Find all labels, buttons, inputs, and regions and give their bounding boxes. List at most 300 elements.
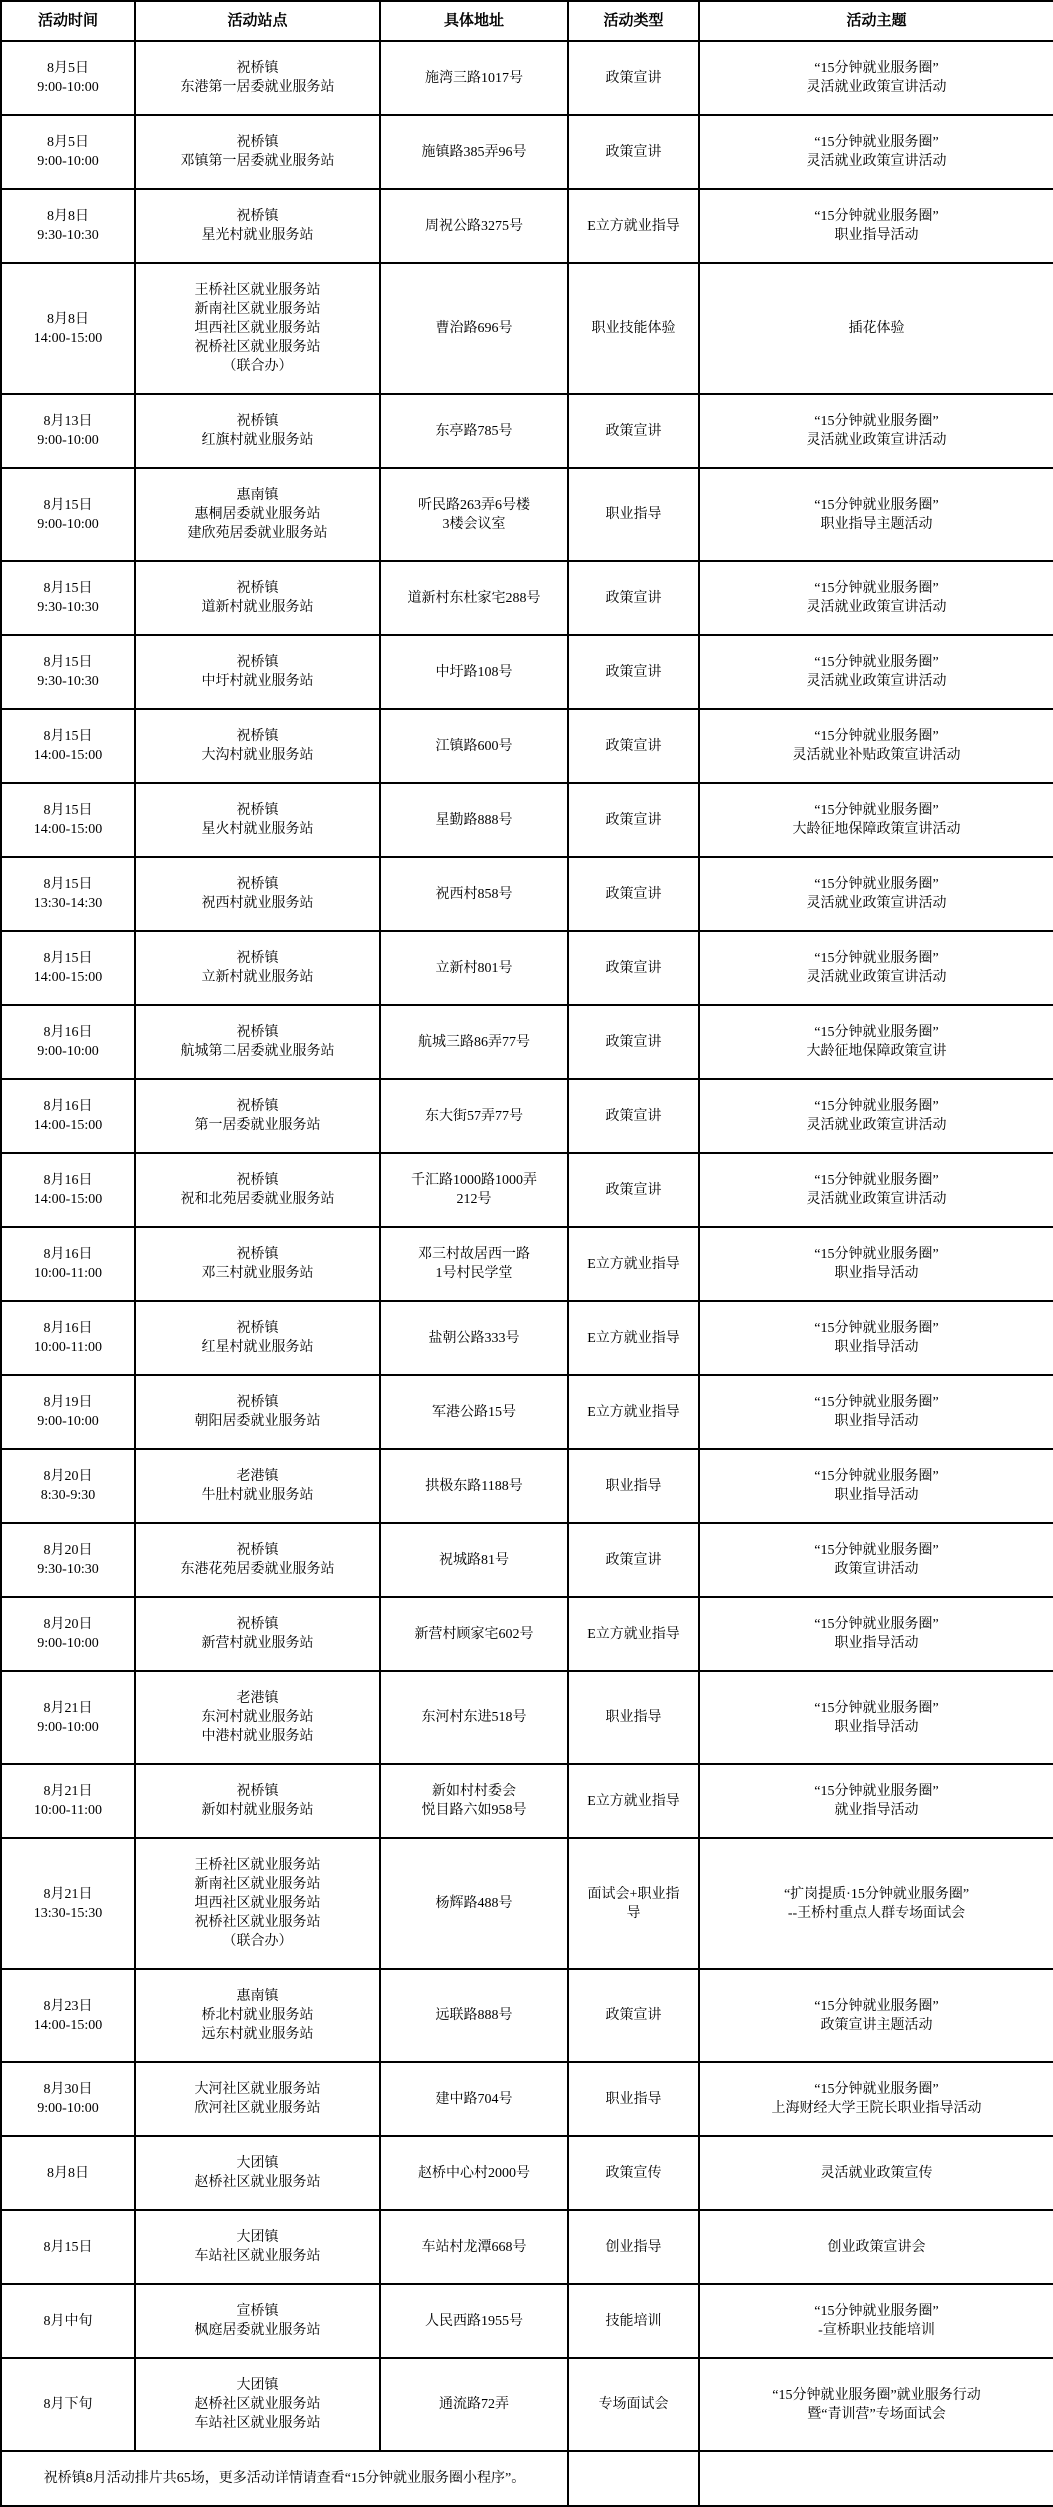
- cell-line: 8月20日: [43, 1617, 93, 1632]
- cell-line: 远东村就业服务站: [201, 2027, 314, 2042]
- cell-line: 祝桥镇: [236, 1543, 279, 1558]
- cell-line: 星火村就业服务站: [201, 822, 314, 837]
- type-cell: [568, 41, 699, 115]
- cell-line: 灵活就业政策宣讲活动: [806, 674, 947, 689]
- cell-line: 8月中旬: [43, 2313, 93, 2329]
- table-header-row: [1, 1, 1053, 41]
- cell-line: 赵桥中心村2000号: [418, 2165, 530, 2181]
- cell-line: 9:00-10:00: [37, 433, 99, 448]
- site-cell: [135, 2136, 380, 2210]
- cell-line: 星勤路888号: [435, 812, 513, 828]
- cell-line: 8月8日: [47, 2165, 89, 2181]
- cell-line: “15分钟就业服务圈”: [814, 1395, 939, 1410]
- cell-line: “15分钟就业服务圈”: [814, 1998, 939, 2014]
- type-cell: [568, 1227, 699, 1301]
- type-cell: [568, 1838, 699, 1969]
- theme-cell: [699, 115, 1053, 189]
- cell-line: 王桥社区就业服务站: [194, 283, 321, 298]
- cell-line: “15分钟就业服务圈”: [814, 1700, 939, 1716]
- table-row: [1, 468, 1053, 561]
- cell-line: 王桥社区就业服务站: [194, 1858, 321, 1873]
- cell-line: 听民路263弄6号楼: [418, 497, 530, 513]
- table-row: [1, 189, 1053, 263]
- site-cell: [135, 41, 380, 115]
- cell-line: 中港村就业服务站: [201, 1729, 314, 1744]
- cell-line: 远联路888号: [435, 2008, 513, 2023]
- table-body: [1, 41, 1053, 2451]
- site-cell: [135, 394, 380, 468]
- cell-line: 8月15日: [43, 497, 93, 513]
- cell-line: E立方就业指导: [587, 1626, 680, 1642]
- type-cell: [568, 1153, 699, 1227]
- time-cell: [1, 1969, 135, 2062]
- time-cell: [1, 1005, 135, 1079]
- type-cell: [568, 857, 699, 931]
- time-cell: [1, 1838, 135, 1969]
- cell-line: 红旗村就业服务站: [201, 433, 314, 448]
- type-cell: [568, 1449, 699, 1523]
- site-cell: [135, 783, 380, 857]
- address-cell: [380, 1005, 568, 1079]
- cell-line: “15分钟就业服务圈”: [814, 655, 939, 670]
- type-cell: [568, 1301, 699, 1375]
- cell-line: 祝桥镇: [236, 581, 279, 596]
- cell-line: 职业指导活动: [834, 1636, 919, 1651]
- theme-cell: [699, 2062, 1053, 2136]
- cell-line: 灵活就业政策宣讲活动: [806, 80, 947, 95]
- time-cell: [1, 41, 135, 115]
- cell-line: 14:00-15:00: [33, 1118, 103, 1133]
- site-cell: [135, 857, 380, 931]
- cell-line: 政策宣讲: [605, 886, 662, 902]
- cell-line: 就业指导活动: [834, 1803, 919, 1818]
- cell-line: 通流路72弄: [439, 2397, 509, 2412]
- type-cell: [568, 1079, 699, 1153]
- cell-line: 技能培训: [605, 2313, 662, 2329]
- cell-line: 航城第二居委就业服务站: [180, 1044, 335, 1059]
- site-cell: [135, 1764, 380, 1838]
- time-cell: [1, 394, 135, 468]
- cell-line: 立新村801号: [435, 960, 513, 976]
- cell-line: 拱极东路1188号: [425, 1478, 523, 1494]
- address-cell: [380, 1449, 568, 1523]
- site-cell: [135, 468, 380, 561]
- cell-line: 东河村就业服务站: [201, 1710, 314, 1725]
- cell-line: 政策宣讲: [605, 1108, 662, 1124]
- cell-line: “15分钟就业服务圈”: [814, 1025, 939, 1040]
- cell-line: 政策宣传: [605, 2165, 662, 2181]
- theme-cell: [699, 857, 1053, 931]
- cell-line: 周祝公路3275号: [425, 218, 523, 234]
- table-row: [1, 1764, 1053, 1838]
- cell-line: “15分钟就业服务圈”: [814, 209, 939, 224]
- site-cell: [135, 1153, 380, 1227]
- time-cell: [1, 115, 135, 189]
- table-row: [1, 931, 1053, 1005]
- cell-line: 9:00-10:00: [37, 1044, 99, 1059]
- cell-line: 9:30-10:30: [37, 674, 99, 689]
- site-cell: [135, 1005, 380, 1079]
- address-cell: [380, 857, 568, 931]
- time-cell: [1, 1523, 135, 1597]
- cell-line: 政策宣讲: [605, 144, 662, 160]
- type-cell: [568, 115, 699, 189]
- cell-line: 祝桥镇: [236, 1099, 279, 1114]
- cell-line: “15分钟就业服务圈”: [814, 1469, 939, 1484]
- cell-line: 8月15日: [43, 951, 93, 966]
- cell-line: 8月5日: [47, 135, 89, 150]
- header-address: 具体地址: [380, 1, 568, 41]
- cell-line: 灵活就业政策宣讲活动: [806, 970, 947, 985]
- cell-line: 中圩村就业服务站: [201, 674, 314, 689]
- cell-line: 8月21日: [43, 1886, 93, 1902]
- cell-line: 8月13日: [43, 414, 93, 429]
- cell-line: 8月23日: [43, 1998, 93, 2014]
- cell-line: “15分钟就业服务圈”: [814, 803, 939, 818]
- footer-note: 祝桥镇8月活动排片共65场，更多活动详情请查看“15分钟就业服务圈小程序”。: [1, 2451, 568, 2506]
- cell-line: 1号村民学堂: [435, 1266, 513, 1281]
- cell-line: 大团镇: [236, 2230, 279, 2245]
- header-activity-type: 活动类型: [568, 1, 699, 41]
- time-cell: [1, 931, 135, 1005]
- cell-line: “15分钟就业服务圈”: [814, 877, 939, 892]
- cell-line: -宣桥职业技能培训: [818, 2323, 935, 2338]
- cell-line: 8月5日: [47, 61, 89, 76]
- type-cell: [568, 2284, 699, 2358]
- cell-line: 职业指导活动: [834, 228, 919, 243]
- cell-line: 8月下旬: [43, 2397, 93, 2412]
- cell-line: 祝桥镇: [236, 1025, 279, 1040]
- cell-line: 人民西路1955号: [425, 2313, 523, 2329]
- time-cell: [1, 1301, 135, 1375]
- type-cell: [568, 2358, 699, 2451]
- cell-line: “15分钟就业服务圈”: [814, 1099, 939, 1114]
- cell-line: 灵活就业政策宣讲活动: [806, 154, 947, 169]
- site-cell: [135, 635, 380, 709]
- cell-line: 14:00-15:00: [33, 1192, 103, 1207]
- type-cell: [568, 468, 699, 561]
- theme-cell: [699, 561, 1053, 635]
- cell-line: 东港花苑居委就业服务站: [180, 1562, 335, 1577]
- type-cell: [568, 1764, 699, 1838]
- cell-line: 施镇路385弄96号: [421, 144, 527, 160]
- cell-line: 老港镇: [236, 1691, 279, 1706]
- type-cell: [568, 561, 699, 635]
- cell-line: 8月15日: [43, 729, 93, 744]
- cell-line: “扩岗提质·15分钟就业服务圈”: [783, 1886, 970, 1902]
- table-row: [1, 394, 1053, 468]
- cell-line: 8月15日: [43, 2239, 93, 2255]
- cell-line: 宣桥镇: [236, 2304, 279, 2319]
- cell-line: 8月15日: [43, 581, 93, 596]
- cell-line: “15分钟就业服务圈”: [814, 729, 939, 744]
- cell-line: 灵活就业政策宣讲活动: [806, 1192, 947, 1207]
- site-cell: [135, 1523, 380, 1597]
- cell-line: E立方就业指导: [587, 1404, 680, 1420]
- time-cell: [1, 1597, 135, 1671]
- site-cell: [135, 1597, 380, 1671]
- address-cell: [380, 1838, 568, 1969]
- cell-line: 祝桥镇: [236, 877, 279, 892]
- theme-cell: [699, 783, 1053, 857]
- cell-line: 新南社区就业服务站: [194, 302, 321, 317]
- cell-line: 13:30-14:30: [33, 896, 103, 911]
- cell-line: 14:00-15:00: [33, 822, 103, 837]
- cell-line: 赵桥社区就业服务站: [194, 2175, 321, 2190]
- type-cell: [568, 1005, 699, 1079]
- cell-line: 老港镇: [236, 1469, 279, 1484]
- type-cell: [568, 394, 699, 468]
- site-cell: [135, 263, 380, 394]
- address-cell: [380, 783, 568, 857]
- cell-line: 8月21日: [43, 1784, 93, 1799]
- theme-cell: [699, 1969, 1053, 2062]
- cell-line: 9:00-10:00: [37, 516, 99, 532]
- time-cell: [1, 1764, 135, 1838]
- table-row: [1, 2284, 1053, 2358]
- theme-cell: [699, 1449, 1053, 1523]
- table-row: [1, 1227, 1053, 1301]
- time-cell: [1, 1153, 135, 1227]
- table-row: [1, 1301, 1053, 1375]
- time-cell: [1, 2210, 135, 2284]
- cell-line: 祝桥镇: [236, 135, 279, 150]
- cell-line: 赵桥社区就业服务站: [194, 2397, 321, 2412]
- cell-line: 祝桥镇: [236, 414, 279, 429]
- table-row: [1, 635, 1053, 709]
- time-cell: [1, 263, 135, 394]
- cell-line: 9:00-10:00: [37, 80, 99, 95]
- site-cell: [135, 2062, 380, 2136]
- cell-line: 职业技能体验: [591, 321, 676, 336]
- site-cell: [135, 561, 380, 635]
- theme-cell: [699, 2210, 1053, 2284]
- cell-line: 政策宣讲: [605, 70, 662, 86]
- time-cell: [1, 709, 135, 783]
- cell-line: 祝桥镇: [236, 1617, 279, 1632]
- cell-line: “15分钟就业服务圈”: [814, 135, 939, 150]
- cell-line: 政策宣讲: [605, 1182, 662, 1198]
- time-cell: [1, 1671, 135, 1764]
- cell-line: 8月16日: [43, 1099, 93, 1114]
- theme-cell: [699, 1523, 1053, 1597]
- cell-line: 灵活就业政策宣传: [820, 2165, 933, 2181]
- cell-line: 新营村就业服务站: [201, 1636, 314, 1651]
- cell-line: “15分钟就业服务圈”: [814, 1247, 939, 1262]
- address-cell: [380, 2284, 568, 2358]
- theme-cell: [699, 635, 1053, 709]
- cell-line: 邓三村故居西一路: [418, 1247, 530, 1262]
- cell-line: 灵活就业补贴政策宣讲活动: [792, 748, 961, 763]
- cell-line: 3楼会议室: [442, 516, 506, 532]
- cell-line: “15分钟就业服务圈”: [814, 1784, 939, 1799]
- time-cell: [1, 1449, 135, 1523]
- cell-line: 东港第一居委就业服务站: [180, 80, 335, 95]
- table-row: [1, 115, 1053, 189]
- cell-line: 14:00-15:00: [33, 2017, 103, 2033]
- cell-line: 职业指导活动: [834, 1719, 919, 1735]
- cell-line: 9:00-10:00: [37, 1636, 99, 1651]
- cell-line: “15分钟就业服务圈”: [814, 1321, 939, 1336]
- cell-line: 新如村就业服务站: [201, 1803, 314, 1818]
- theme-cell: [699, 468, 1053, 561]
- address-cell: [380, 1671, 568, 1764]
- site-cell: [135, 709, 380, 783]
- cell-line: 10:00-11:00: [34, 1266, 102, 1281]
- cell-line: 政策宣讲: [605, 960, 662, 976]
- address-cell: [380, 1597, 568, 1671]
- address-cell: [380, 1301, 568, 1375]
- cell-line: 祝桥镇: [236, 1173, 279, 1188]
- cell-line: “15分钟就业服务圈”就业服务行动: [772, 2387, 981, 2403]
- time-cell: [1, 189, 135, 263]
- cell-line: 祝桥镇: [236, 951, 279, 966]
- address-cell: [380, 1227, 568, 1301]
- time-cell: [1, 2062, 135, 2136]
- cell-line: 政策宣讲: [605, 1552, 662, 1568]
- cell-line: “15分钟就业服务圈”: [814, 1617, 939, 1632]
- table-row: [1, 783, 1053, 857]
- cell-line: 祝桥镇: [236, 209, 279, 224]
- type-cell: [568, 1671, 699, 1764]
- table-row: [1, 1969, 1053, 2062]
- site-cell: [135, 115, 380, 189]
- table-row: [1, 263, 1053, 394]
- time-cell: [1, 857, 135, 931]
- header-activity-theme: 活动主题: [699, 1, 1053, 41]
- cell-line: 政策宣讲: [605, 664, 662, 680]
- cell-line: 祝桥镇: [236, 655, 279, 670]
- cell-line: 9:00-10:00: [37, 2101, 99, 2116]
- cell-line: 8月30日: [43, 2082, 93, 2097]
- cell-line: 车站村龙潭668号: [421, 2239, 527, 2255]
- cell-line: 曹治路696号: [435, 321, 513, 336]
- theme-cell: [699, 1079, 1053, 1153]
- cell-line: 祝桥社区就业服务站: [194, 340, 321, 355]
- theme-cell: [699, 1375, 1053, 1449]
- site-cell: [135, 1969, 380, 2062]
- cell-line: “15分钟就业服务圈”: [814, 581, 939, 596]
- cell-line: 杨辉路488号: [435, 1896, 513, 1911]
- cell-line: 第一居委就业服务站: [194, 1118, 321, 1133]
- cell-line: 惠南镇: [236, 1989, 279, 2004]
- cell-line: 灵活就业政策宣讲活动: [806, 1118, 947, 1133]
- theme-cell: [699, 931, 1053, 1005]
- header-activity-time: 活动时间: [1, 1, 135, 41]
- cell-line: “15分钟就业服务圈”: [814, 414, 939, 429]
- cell-line: 8月15日: [43, 877, 93, 892]
- address-cell: [380, 2136, 568, 2210]
- cell-line: 江镇路600号: [435, 738, 513, 754]
- table-row: [1, 1449, 1053, 1523]
- time-cell: [1, 783, 135, 857]
- table-row: [1, 1523, 1053, 1597]
- theme-cell: [699, 189, 1053, 263]
- cell-line: 东河村东进518号: [421, 1710, 527, 1725]
- theme-cell: [699, 2284, 1053, 2358]
- site-cell: [135, 1671, 380, 1764]
- cell-line: 军港公路15号: [432, 1404, 516, 1420]
- cell-line: （联合办）: [222, 1934, 293, 1949]
- cell-line: 立新村就业服务站: [201, 970, 314, 985]
- cell-line: 建中路704号: [435, 2091, 513, 2107]
- cell-line: 祝西村就业服务站: [201, 896, 314, 911]
- cell-line: 星光村就业服务站: [201, 228, 314, 243]
- address-cell: [380, 394, 568, 468]
- cell-line: 千汇路1000路1000弄: [411, 1173, 537, 1188]
- cell-line: 盐朝公路333号: [428, 1330, 520, 1346]
- cell-line: 车站社区就业服务站: [194, 2249, 321, 2264]
- cell-line: 9:00-10:00: [37, 154, 99, 169]
- footer-empty-cell: [568, 2451, 699, 2506]
- theme-cell: [699, 394, 1053, 468]
- cell-line: 政策宣讲: [605, 1034, 662, 1050]
- cell-line: 东亭路785号: [435, 423, 513, 439]
- cell-line: 9:00-10:00: [37, 1414, 99, 1429]
- theme-cell: [699, 263, 1053, 394]
- table-row: [1, 1005, 1053, 1079]
- cell-line: 8月16日: [43, 1247, 93, 1262]
- site-cell: [135, 2358, 380, 2451]
- cell-line: 坦西社区就业服务站: [194, 1896, 321, 1911]
- cell-line: E立方就业指导: [587, 1793, 680, 1809]
- cell-line: 大龄征地保障政策宣讲: [806, 1044, 947, 1059]
- cell-line: 8月20日: [43, 1469, 93, 1484]
- address-cell: [380, 41, 568, 115]
- table-row: [1, 2210, 1053, 2284]
- cell-line: 专场面试会: [598, 2397, 669, 2412]
- cell-line: 职业指导主题活动: [820, 516, 933, 532]
- cell-line: 牛肚村就业服务站: [201, 1488, 314, 1503]
- cell-line: 祝城路81号: [439, 1552, 509, 1568]
- address-cell: [380, 1375, 568, 1449]
- type-cell: [568, 931, 699, 1005]
- cell-line: 8月16日: [43, 1025, 93, 1040]
- theme-cell: [699, 1227, 1053, 1301]
- type-cell: [568, 1523, 699, 1597]
- type-cell: [568, 1969, 699, 2062]
- cell-line: 新营村顾家宅602号: [414, 1626, 534, 1642]
- cell-line: 祝桥镇: [236, 61, 279, 76]
- cell-line: 大河社区就业服务站: [194, 2082, 321, 2097]
- cell-line: 欣河社区就业服务站: [194, 2101, 321, 2116]
- cell-line: E立方就业指导: [587, 1330, 680, 1346]
- cell-line: 面试会+职业指导: [587, 1886, 680, 1921]
- cell-line: 9:00-10:00: [37, 1719, 99, 1735]
- table-row: [1, 561, 1053, 635]
- cell-line: 政策宣讲: [605, 2008, 662, 2023]
- cell-line: 惠南镇: [236, 488, 279, 503]
- cell-line: 祝桥社区就业服务站: [194, 1915, 321, 1930]
- cell-line: 9:30-10:30: [37, 600, 99, 615]
- cell-line: “15分钟就业服务圈”: [814, 497, 939, 513]
- cell-line: 14:00-15:00: [33, 748, 103, 763]
- address-cell: [380, 635, 568, 709]
- theme-cell: [699, 1838, 1053, 1969]
- cell-line: “15分钟就业服务圈”: [814, 1543, 939, 1558]
- cell-line: 职业指导活动: [834, 1266, 919, 1281]
- cell-line: 祝和北苑居委就业服务站: [180, 1192, 335, 1207]
- address-cell: [380, 561, 568, 635]
- cell-line: 道新村就业服务站: [201, 600, 314, 615]
- cell-line: “15分钟就业服务圈”: [814, 2082, 939, 2097]
- cell-line: 8月21日: [43, 1700, 93, 1716]
- cell-line: 建欣苑居委就业服务站: [187, 526, 328, 541]
- theme-cell: [699, 1153, 1053, 1227]
- address-cell: [380, 1969, 568, 2062]
- site-cell: [135, 1079, 380, 1153]
- cell-line: 10:00-11:00: [34, 1340, 102, 1355]
